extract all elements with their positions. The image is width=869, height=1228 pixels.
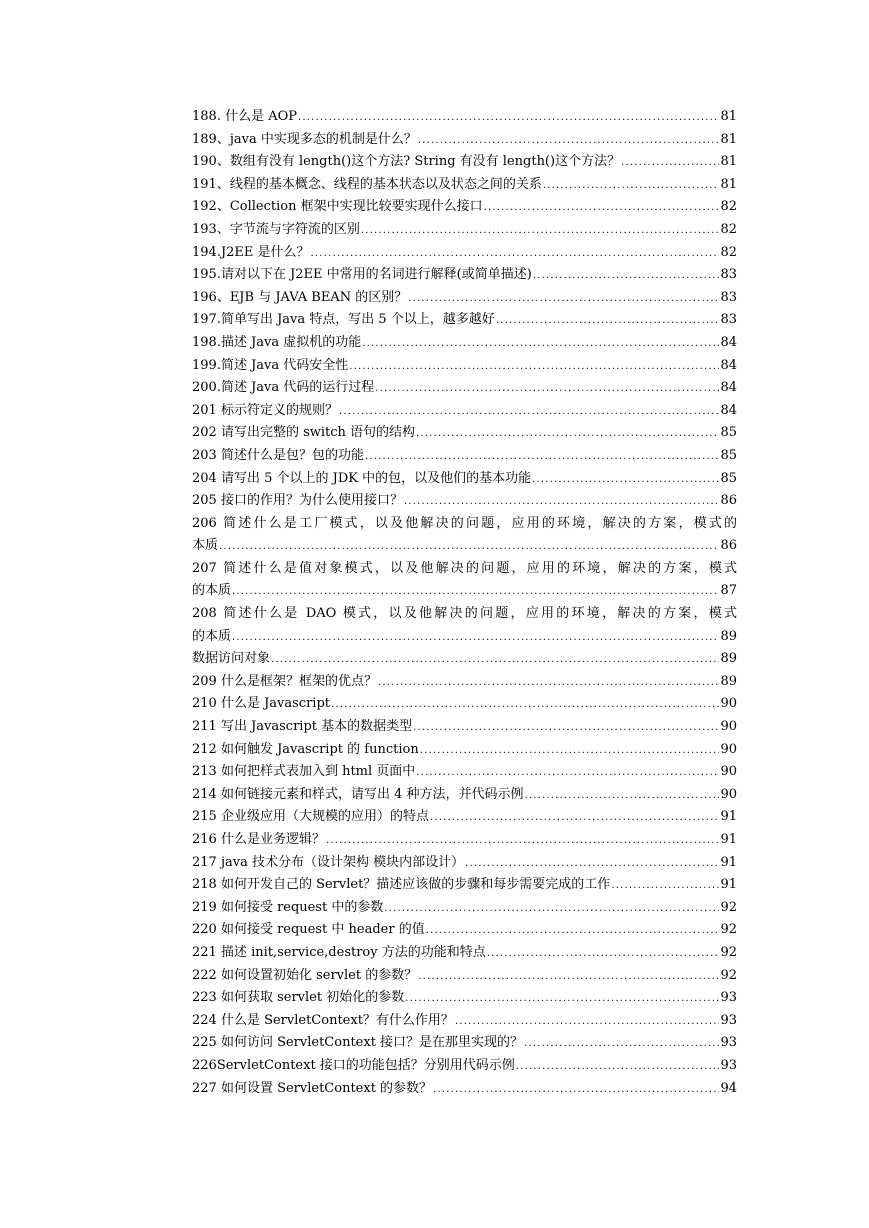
toc-entry-page: 82 — [720, 221, 737, 237]
toc-leader — [543, 174, 720, 198]
toc-entry-title-line1[interactable]: 207 简述什么是值对象模式，以及他解决的问题，应用的环境，解决的方案，模式 — [192, 560, 737, 576]
toc-leader — [378, 671, 720, 695]
toc-entry[interactable] — [192, 919, 737, 942]
toc-entry-page: 90 — [720, 741, 737, 757]
toc-entry-page: 89 — [720, 651, 737, 667]
toc-entry-title: 192、Collection 框架中实现比较要实现什么接口 — [192, 199, 483, 215]
toc-entry[interactable] — [192, 196, 737, 219]
toc-leader — [219, 535, 719, 559]
toc-entry-page: 81 — [720, 109, 737, 124]
toc-entry-page: 93 — [720, 1012, 737, 1028]
toc-entry[interactable] — [192, 174, 737, 197]
toc-entry-title: 218 如何开发自己的 Servlet？描述应该做的步骤和每步需要完成的工作 — [192, 877, 611, 893]
toc-leader — [418, 965, 719, 989]
toc-entry[interactable] — [192, 739, 737, 762]
toc-entry-page: 81 — [720, 154, 737, 170]
toc-leader — [339, 400, 720, 424]
toc-leader — [430, 806, 720, 830]
toc-entry-page: 82 — [720, 199, 737, 215]
toc-entry-page: 90 — [720, 764, 737, 780]
toc-entry[interactable] — [192, 716, 737, 739]
toc-leader — [516, 1055, 720, 1079]
toc-entry[interactable] — [192, 829, 737, 852]
toc-entry[interactable] — [192, 626, 737, 649]
toc-leader — [496, 309, 720, 333]
toc-leader — [326, 829, 720, 853]
toc-entry[interactable] — [192, 355, 737, 378]
toc-entry[interactable] — [192, 309, 737, 332]
toc-entry[interactable] — [192, 106, 737, 129]
toc-entry-title: 217 java 技术分布（设计架构 模块内部设计） — [192, 854, 465, 870]
table-of-contents — [192, 106, 737, 1100]
toc-entry-title: 210 什么是 Javascript — [192, 696, 331, 712]
toc-entry-page: 90 — [720, 719, 737, 735]
toc-leader — [455, 1010, 720, 1034]
toc-entry-title: 204 请写出 5 个以上的 JDK 中的包，以及他们的基本功能 — [192, 470, 532, 486]
toc-entry-page: 89 — [720, 628, 737, 644]
toc-leader — [232, 626, 719, 650]
toc-entry[interactable] — [192, 400, 737, 423]
toc-entry-page: 94 — [720, 1080, 737, 1096]
toc-leader — [416, 422, 719, 446]
toc-entry-title: 198.描述 Java 虚拟机的功能 — [192, 334, 362, 350]
toc-leader — [362, 332, 719, 356]
toc-entry-page: 91 — [720, 877, 737, 893]
toc-entry-title-line2: 的本质 — [192, 583, 232, 599]
toc-entry-title-line1[interactable]: 206 简述什么是工厂模式，以及他解决的问题，应用的环境，解决的方案，模式的 — [192, 515, 737, 531]
toc-entry-title: 197.简单写出 Java 特点，写出 5 个以上，越多越好 — [192, 312, 495, 328]
toc-entry[interactable] — [192, 445, 737, 468]
toc-leader — [533, 264, 720, 288]
toc-entry-page: 93 — [720, 1035, 737, 1051]
toc-entry-title: 201 标示符定义的规则？ — [192, 402, 338, 418]
toc-leader — [271, 648, 719, 672]
toc-leader — [349, 355, 719, 379]
toc-entry[interactable] — [192, 580, 737, 603]
toc-entry-page: 92 — [720, 899, 737, 915]
toc-leader — [361, 219, 720, 243]
toc-entry-title: 190、数组有没有 length()这个方法? String 有没有 length()这个方法？ — [192, 154, 621, 170]
toc-leader — [532, 468, 719, 492]
toc-entry[interactable] — [192, 852, 737, 875]
toc-entry-page: 91 — [720, 809, 737, 825]
toc-entry[interactable] — [192, 761, 737, 784]
toc-entry-page: 84 — [720, 357, 737, 373]
toc-leader — [232, 580, 719, 604]
toc-entry-page: 83 — [720, 289, 737, 305]
toc-entry[interactable] — [192, 693, 737, 716]
toc-entry[interactable] — [192, 332, 737, 355]
toc-leader — [420, 739, 720, 763]
toc-entry-page: 86 — [720, 493, 737, 509]
toc-entry-page: 84 — [720, 380, 737, 396]
toc-entry-title: 212 如何触发 Javascript 的 function — [192, 741, 419, 757]
toc-entry-title: 202 请写出完整的 switch 语句的结构 — [192, 425, 416, 441]
toc-leader — [413, 716, 719, 740]
toc-entry-page: 86 — [720, 538, 737, 554]
toc-entry-title: 223 如何获取 servlet 初始化的参数 — [192, 990, 405, 1006]
toc-entry-title: 194.J2EE 是什么？ — [192, 244, 310, 260]
toc-entry-title: 189、java 中实现多态的机制是什么？ — [192, 131, 417, 147]
toc-entry[interactable] — [192, 671, 737, 694]
toc-leader — [487, 942, 720, 966]
toc-entry-title: 220 如何接受 request 中 header 的值 — [192, 922, 425, 938]
toc-entry[interactable] — [192, 987, 737, 1010]
toc-entry-page: 85 — [720, 425, 737, 441]
toc-entry-title: 209 什么是框架？框架的优点？ — [192, 673, 377, 689]
toc-leader — [408, 287, 719, 311]
toc-entry-title-line2: 的本质 — [192, 628, 232, 644]
toc-entry-page: 83 — [720, 267, 737, 283]
toc-entry-page: 93 — [720, 1057, 737, 1073]
toc-entry[interactable] — [192, 422, 737, 445]
toc-entry[interactable] — [192, 965, 737, 988]
toc-entry[interactable] — [192, 264, 737, 287]
toc-entry-page: 84 — [720, 402, 737, 418]
toc-entry[interactable] — [192, 897, 737, 920]
toc-leader — [611, 874, 719, 898]
toc-leader — [524, 1032, 719, 1056]
toc-entry-page: 90 — [720, 696, 737, 712]
toc-leader — [484, 196, 720, 220]
toc-leader — [375, 377, 719, 401]
toc-entry-page: 84 — [720, 334, 737, 350]
toc-entry-title: 205 接口的作用？为什么使用接口？ — [192, 493, 403, 509]
toc-entry-page: 85 — [720, 470, 737, 486]
toc-entry-title: 211 写出 Javascript 基本的数据类型 — [192, 719, 413, 735]
toc-entry-page: 92 — [720, 922, 737, 938]
toc-leader — [418, 129, 720, 153]
toc-entry-page: 92 — [720, 967, 737, 983]
toc-entry-title: 227 如何设置 ServletContext 的参数？ — [192, 1080, 433, 1096]
toc-entry[interactable] — [192, 806, 737, 829]
toc-leader — [298, 106, 719, 130]
toc-entry-page: 91 — [720, 832, 737, 847]
toc-entry-page: 81 — [720, 176, 737, 192]
toc-entry[interactable] — [192, 942, 737, 965]
toc-entry-title: 195.请对以下在 J2EE 中常用的名词进行解释(或简单描述) — [192, 267, 532, 283]
toc-leader — [426, 919, 720, 943]
toc-leader — [405, 987, 719, 1011]
toc-entry-page: 89 — [720, 673, 737, 689]
toc-entry-title: 214 如何链接元素和样式，请写出 4 种方法，并代码示例 — [192, 786, 524, 802]
toc-entry[interactable] — [192, 1055, 737, 1078]
toc-entry-page: 90 — [720, 786, 737, 802]
toc-leader — [404, 490, 720, 514]
toc-entry-title: 226ServletContext 接口的功能包括？分别用代码示例 — [192, 1057, 515, 1073]
toc-entry[interactable] — [192, 287, 737, 310]
toc-leader — [311, 242, 720, 266]
toc-leader — [465, 852, 719, 876]
toc-entry-title: 219 如何接受 request 中的参数 — [192, 899, 384, 915]
toc-entry-title: 213 如何把样式表加入到 html 页面中 — [192, 764, 416, 780]
toc-entry[interactable] — [192, 468, 737, 491]
toc-entry-page: 83 — [720, 312, 737, 328]
toc-entry-title: 222 如何设置初始化 servlet 的参数？ — [192, 967, 418, 983]
toc-leader — [365, 445, 720, 469]
toc-entry-title-line2: 本质 — [192, 538, 219, 554]
toc-leader — [416, 761, 719, 785]
toc-entry[interactable] — [192, 377, 737, 400]
toc-entry-title: 191、线程的基本概念、线程的基本状态以及状态之间的关系 — [192, 176, 542, 192]
toc-entry-title: 199.简述 Java 代码安全性 — [192, 357, 349, 373]
toc-entry-title: 216 什么是业务逻辑？ — [192, 832, 325, 847]
toc-entry-title: 224 什么是 ServletContext？有什么作用？ — [192, 1012, 454, 1028]
toc-entry[interactable] — [192, 1010, 737, 1033]
toc-leader — [331, 693, 719, 717]
toc-entry-page: 82 — [720, 244, 737, 260]
toc-entry[interactable] — [192, 490, 737, 513]
toc-entry-title-line1[interactable]: 208 简述什么是 DAO 模式，以及他解决的问题，应用的环境，解决的方案，模式 — [192, 606, 737, 622]
toc-entry-page: 87 — [720, 583, 737, 599]
toc-entry[interactable] — [192, 784, 737, 807]
toc-leader — [524, 784, 719, 808]
toc-entry-title: 225 如何访问 ServletContext 接口？是在那里实现的？ — [192, 1035, 524, 1051]
toc-entry-page: 85 — [720, 447, 737, 463]
toc-entry-title: 188. 什么是 AOP — [192, 109, 298, 124]
toc-entry-title: 215 企业级应用（大规模的应用）的特点 — [192, 809, 429, 825]
toc-entry-title: 200.简述 Java 代码的运行过程 — [192, 380, 375, 396]
toc-leader — [384, 897, 719, 921]
toc-entry[interactable] — [192, 1078, 737, 1101]
toc-entry-title: 196、EJB 与 JAVA BEAN 的区别？ — [192, 289, 408, 305]
toc-entry[interactable] — [192, 242, 737, 265]
toc-entry-title: 193、字节流与字符流的区别 — [192, 221, 360, 237]
toc-entry[interactable] — [192, 535, 737, 558]
toc-leader — [621, 151, 719, 175]
toc-entry-title: 203 简述什么是包？包的功能 — [192, 447, 364, 463]
toc-entry[interactable] — [192, 874, 737, 897]
toc-entry-page: 81 — [720, 131, 737, 147]
toc-entry-page: 92 — [720, 944, 737, 960]
toc-entry[interactable] — [192, 1032, 737, 1055]
toc-leader — [433, 1078, 719, 1102]
toc-entry-title: 数据访问对象 — [192, 651, 271, 667]
toc-entry-page: 93 — [720, 990, 737, 1006]
toc-entry[interactable] — [192, 151, 737, 174]
toc-entry-page: 91 — [720, 854, 737, 870]
toc-entry-title: 221 描述 init,service,destroy 方法的功能和特点 — [192, 944, 486, 960]
toc-entry[interactable] — [192, 648, 737, 671]
toc-entry[interactable] — [192, 129, 737, 152]
toc-entry[interactable] — [192, 219, 737, 242]
